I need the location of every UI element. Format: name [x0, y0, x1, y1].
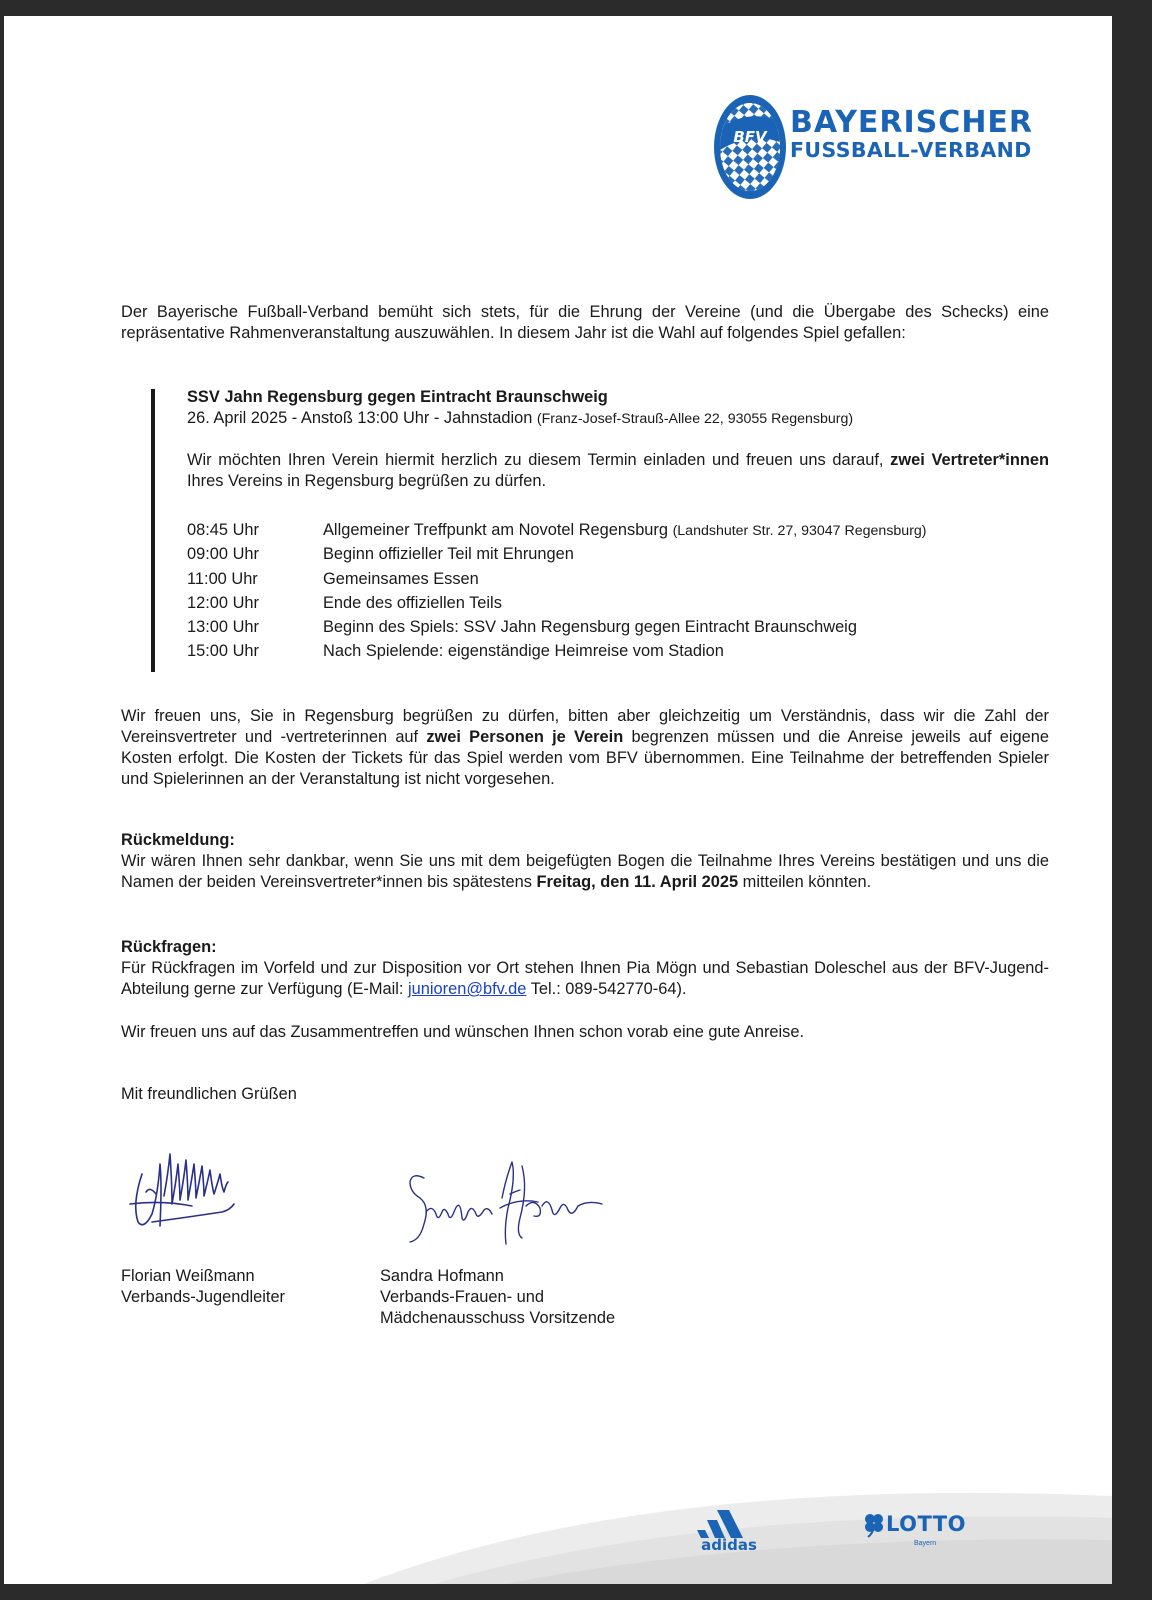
schedule-row — [187, 639, 1047, 663]
closing-wish: Wir freuen uns auf das Zusammentreffen und wünschen Ihnen schon vorab eine gute Anreise. — [121, 1023, 805, 1041]
rueckmeldung-pre: Wir wären Ihnen sehr dankbar, wenn Sie uns mit dem beigefügten Bogen die Teilnahme Ihres Vereins bestätigen und uns die Namen der beiden Vereinsvertreter*innen bis spätestens — [121, 852, 1049, 891]
bfv-badge-icon — [712, 88, 788, 206]
event-date-line — [187, 408, 1049, 430]
logo-line2: FUSSBALL-VERBAND — [790, 138, 1032, 162]
schedule-time: 13:00 Uhr — [187, 618, 259, 637]
para2-post: begrenzen müssen und die Anreise jeweils auf eigene Kosten erfolgt. Die Kosten der Tickets für das Spiel werden vom BFV übernommen. Eine Teilnahme der betreffenden Spieler und Spielerinnen an der Veranstaltung ist nicht vorgesehen. — [121, 728, 1049, 788]
schedule-row — [187, 542, 1047, 566]
signatory-role: Verbands-Frauen- und — [380, 1288, 545, 1306]
event-left-rule — [151, 389, 155, 672]
para2-bold: zwei Personen je Verein — [426, 728, 624, 746]
schedule-list — [187, 518, 1047, 664]
schedule-row — [187, 518, 1047, 542]
schedule-note: (Landshuter Str. 27, 93047 Regensburg) — [672, 523, 927, 539]
signature-sandra — [402, 1148, 612, 1258]
schedule-time: 12:00 Uhr — [187, 593, 259, 612]
logo-line1: BAYERISCHER — [790, 105, 1034, 140]
schedule-desc: Allgemeiner Treffpunkt am Novotel Regensburg (Landshuter Str. 27, 93047 Regensburg) — [323, 521, 927, 539]
invite-text-bold: zwei Vertreter*innen — [890, 451, 1049, 469]
rueckfragen-pre: Für Rückfragen im Vorfeld und zur Disposition vor Ort stehen Ihnen Pia Mögn und Sebastian Doleschel aus der BFV-Jugend-Abteilung gerne zur Verfügung (E-Mail: — [121, 959, 1049, 998]
lotto-logo — [862, 1512, 972, 1562]
rueckmeldung-text — [121, 851, 1049, 893]
signature-florian — [122, 1134, 242, 1244]
rueckfragen-heading: Rückfragen: — [121, 938, 217, 956]
adidas-logo — [687, 1502, 767, 1562]
intro-paragraph: Der Bayerische Fußball-Verband bemüht sich stets, für die Ehrung der Vereine (und die Übergabe des Schecks) eine repräsentative Rahmenveranstaltung auszuwählen. In diesem Jahr ist die Wahl auf folgendes Spiel gefallen: — [121, 303, 1049, 342]
signatory-role: Verbands-Jugendleiter — [121, 1288, 286, 1306]
signatory-sandra — [380, 1266, 615, 1329]
lotto-subline: Bayern — [914, 1540, 937, 1547]
rueckmeldung-deadline: Freitag, den 11. April 2025 — [536, 873, 739, 891]
schedule-desc: Nach Spielende: eigenständige Heimreise vom Stadion — [323, 642, 724, 661]
clover-icon — [862, 1512, 886, 1538]
participation-paragraph — [121, 706, 1049, 790]
schedule-desc: Beginn des Spiels: SSV Jahn Regensburg gegen Eintracht Braunschweig — [323, 618, 857, 637]
event-venue: (Franz-Josef-Strauß-Allee 22, 93055 Regensburg) — [536, 411, 854, 427]
schedule-row — [187, 567, 1047, 591]
invite-text-pre: Wir möchten Ihren Verein hiermit herzlich zu diesem Termin einladen und freuen uns darauf, — [187, 451, 884, 469]
letter-page — [4, 16, 1112, 1584]
bfv-badge-text: BFV — [733, 128, 767, 146]
rueckfragen-post: Tel.: 089-542770-64). — [530, 980, 687, 998]
event-date: 26. April 2025 - Anstoß 13:00 Uhr - Jahnstadion — [187, 409, 533, 427]
invite-text-post: Ihres Vereins in Regensburg begrüßen zu dürfen. — [187, 472, 546, 490]
schedule-time: 09:00 Uhr — [187, 545, 259, 564]
contact-email-link[interactable]: junioren@bfv.de — [408, 980, 527, 998]
para2-pre: Wir freuen uns, Sie in Regensburg begrüßen zu dürfen, bitten aber gleichzeitig um Verständnis, dass wir die Zahl der Vereinsvertreter und -vertreterinnen auf — [121, 707, 1049, 746]
signatory-name: Florian Weißmann — [121, 1267, 255, 1285]
greeting: Mit freundlichen Grüßen — [121, 1085, 297, 1103]
schedule-row — [187, 591, 1047, 615]
event-title: SSV Jahn Regensburg gegen Eintracht Braunschweig — [187, 388, 608, 406]
logo-wordmark — [790, 105, 1034, 162]
schedule-time: 11:00 Uhr — [187, 569, 258, 588]
adidas-wordmark: adidas — [701, 1536, 757, 1554]
rueckmeldung-post: mitteilen könnten. — [742, 873, 872, 891]
signatory-name: Sandra Hofmann — [380, 1267, 504, 1285]
event-invitation — [187, 450, 1049, 492]
rueckfragen-text — [121, 958, 1049, 1000]
lotto-wordmark: LOTTO — [886, 1512, 966, 1536]
signatory-role-line2: Mädchenausschuss Vorsitzende — [380, 1309, 616, 1327]
bfv-logo — [712, 88, 1052, 208]
schedule-row — [187, 615, 1047, 639]
schedule-time: 15:00 Uhr — [187, 642, 259, 661]
schedule-desc: Beginn offizieller Teil mit Ehrungen — [323, 545, 574, 564]
schedule-time: 08:45 Uhr — [187, 521, 259, 539]
signatory-florian — [121, 1266, 285, 1308]
schedule-desc: Ende des offiziellen Teils — [323, 593, 502, 612]
rueckmeldung-heading: Rückmeldung: — [121, 831, 235, 849]
schedule-desc: Gemeinsames Essen — [323, 569, 479, 588]
